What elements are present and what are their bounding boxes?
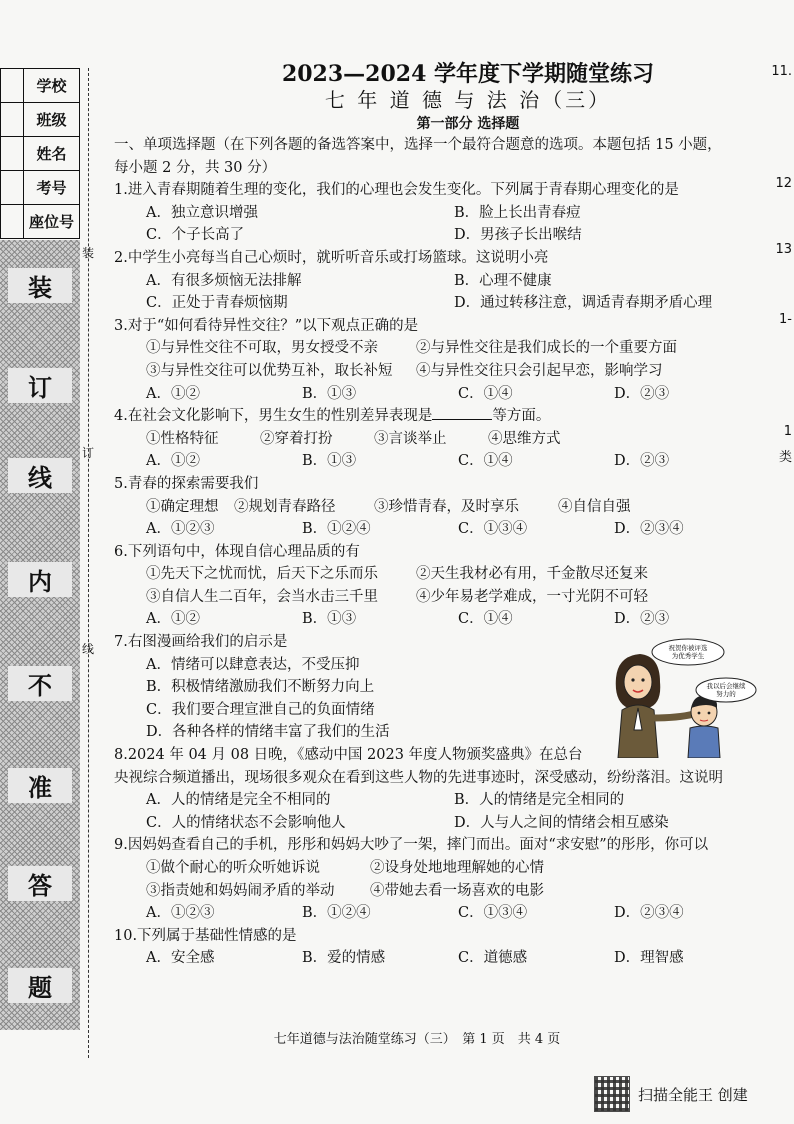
binding-char: 不 xyxy=(8,666,72,701)
binding-char: 内 xyxy=(8,562,72,597)
binding-char: 线 xyxy=(8,458,72,493)
option-a[interactable]: A．有很多烦恼无法排解 xyxy=(146,272,302,289)
seat-number-field[interactable] xyxy=(1,205,24,239)
name-label: 姓名 xyxy=(24,137,80,171)
option-d[interactable]: D．②③④ xyxy=(614,905,684,922)
statement: ④带她去看一场喜欢的电影 xyxy=(370,882,544,899)
option-d[interactable]: D．②③ xyxy=(614,453,670,470)
speech-bubble-student xyxy=(696,678,756,702)
question-stem: 3.对于“如何看待异性交往？”以下观点正确的是 xyxy=(114,317,419,334)
option-a[interactable]: A．独立意识增强 xyxy=(146,204,258,221)
scanner-label: 扫描全能王 创建 xyxy=(638,1085,748,1104)
option-d[interactable]: D．②③ xyxy=(614,611,670,628)
option-d[interactable]: D．男孩子长出喉结 xyxy=(454,227,582,244)
statement: ③与异性交往可以优势互补，取长补短 xyxy=(146,362,393,379)
option-c[interactable]: C．人的情绪状态不会影响他人 xyxy=(146,814,346,831)
binding-line xyxy=(88,68,89,1058)
option-d[interactable]: D．理智感 xyxy=(614,950,684,967)
statement: ①先天下之忧而忧，后天下之乐而乐 xyxy=(146,566,378,583)
question-4 xyxy=(114,405,782,473)
class-field[interactable] xyxy=(1,103,24,137)
option-b[interactable]: B．①③ xyxy=(302,453,357,470)
binding-char: 准 xyxy=(8,768,72,803)
option-b[interactable]: B．心理不健康 xyxy=(454,272,552,289)
statement: ④思维方式 xyxy=(488,430,561,447)
question-6 xyxy=(114,541,782,631)
question-stem: 7.右图漫画给我们的启示是 xyxy=(114,634,288,651)
option-c[interactable]: C．①④ xyxy=(458,611,513,628)
name-field[interactable] xyxy=(1,137,24,171)
statement: ②与异性交往是我们成长的一个重要方面 xyxy=(416,340,677,357)
option-d[interactable]: D．②③④ xyxy=(614,521,684,538)
page-subtitle: 七 年 道 德 与 法 治（三） xyxy=(324,88,612,112)
teacher-figure xyxy=(616,654,694,758)
statement: ①性格特征 xyxy=(146,430,219,447)
option-b[interactable]: B．①②④ xyxy=(302,521,371,538)
statement: ①与异性交往不可取，男女授受不亲 xyxy=(146,340,378,357)
seat-number-label: 座位号 xyxy=(24,205,80,239)
binding-char: 装 xyxy=(8,268,72,303)
binding-mark: 线 xyxy=(82,642,95,656)
binding-char: 订 xyxy=(8,368,72,403)
binding-mark: 装 xyxy=(82,246,95,260)
bubble-text: 祝贺你被评选为优秀学生 xyxy=(668,644,708,660)
binding-char: 题 xyxy=(8,968,72,1003)
option-c[interactable]: C．个子长高了 xyxy=(146,227,245,244)
option-a[interactable]: A．①②③ xyxy=(146,521,215,538)
right-edge-fragment: 13 xyxy=(775,242,792,257)
question-stem xyxy=(114,405,782,428)
question-10 xyxy=(114,925,782,970)
right-edge-fragment: 1 xyxy=(783,424,792,439)
statement: ③珍惜青春，及时享乐 xyxy=(374,498,519,515)
statement: ①确定理想 xyxy=(146,498,219,515)
option-b[interactable]: B．①②④ xyxy=(302,905,371,922)
statement: ②天生我材必有用，千金散尽还复来 xyxy=(416,566,648,583)
question-stem: 2.中学生小亮每当自己心烦时，就听听音乐或打场篮球。这说明小亮 xyxy=(114,249,549,266)
scanner-watermark xyxy=(594,1076,748,1112)
option-a[interactable]: A．①② xyxy=(146,453,200,470)
option-b[interactable]: B．积极情绪激励我们不断努力向上 xyxy=(146,679,375,696)
part-heading: 第一部分 选择题 xyxy=(416,116,520,132)
option-c[interactable]: C．①④ xyxy=(458,453,513,470)
student-info-table xyxy=(0,68,80,239)
question-5 xyxy=(114,473,782,541)
statement: ②规划青春路径 xyxy=(234,498,336,515)
exam-number-label: 考号 xyxy=(24,171,80,205)
statement: ④自信自强 xyxy=(558,498,631,515)
option-a[interactable]: A．安全感 xyxy=(146,950,215,967)
question-9 xyxy=(114,834,782,924)
option-a[interactable]: A．情绪可以肆意表达，不受压抑 xyxy=(146,656,360,673)
question-3 xyxy=(114,315,782,405)
question-stem: 8.2024 年 04 月 08 日晚，《感动中国 2023 年度人物颁奖盛典》在总台 xyxy=(114,747,583,764)
exam-number-field[interactable] xyxy=(1,171,24,205)
option-c[interactable]: C．道德感 xyxy=(458,950,528,967)
right-edge-fragment: 1- xyxy=(779,312,792,327)
question-1 xyxy=(114,179,782,247)
statement: ④与异性交往只会引起早恋，影响学习 xyxy=(416,362,663,379)
qr-code-icon xyxy=(594,1076,630,1112)
question-2 xyxy=(114,247,782,315)
q7-cartoon-image xyxy=(608,638,788,758)
option-a[interactable]: A．人的情绪是完全不相同的 xyxy=(146,792,331,809)
option-a[interactable]: A．①② xyxy=(146,385,200,402)
statement: ③言谈举止 xyxy=(374,430,447,447)
student-figure xyxy=(688,696,720,758)
school-label: 学校 xyxy=(24,69,80,103)
page-footer: 七年道德与法治随堂练习（三） 第 1 页 共 4 页 xyxy=(273,1032,561,1047)
option-a[interactable]: A．①②③ xyxy=(146,905,215,922)
option-d[interactable]: D．人与人之间的情绪会相互感染 xyxy=(454,814,669,831)
option-c[interactable]: C．我们要合理宣泄自己的负面情绪 xyxy=(146,701,375,718)
exam-content xyxy=(114,60,782,970)
option-c[interactable]: C．①③④ xyxy=(458,905,528,922)
option-b[interactable]: B．脸上长出青春痘 xyxy=(454,204,581,221)
section-instructions xyxy=(114,134,782,179)
option-b[interactable]: B．爱的情感 xyxy=(302,950,386,967)
option-b[interactable]: B．①③ xyxy=(302,385,357,402)
question-stem: 6.下列语句中，体现自信心理品质的有 xyxy=(114,543,360,560)
question-stem: 10.下列属于基础性情感的是 xyxy=(114,927,297,944)
option-b[interactable]: B．人的情绪是完全相同的 xyxy=(454,792,625,809)
section-line: 一、单项选择题（在下列各题的备选答案中，选择一个最符合题意的选项。本题包括 15 小题， xyxy=(114,137,722,153)
school-field[interactable] xyxy=(1,69,24,103)
option-d[interactable]: D．各种各样的情绪丰富了我们的生活 xyxy=(146,724,390,741)
question-stem: 1.进入青春期随着生理的变化，我们的心理也会发生变化。下列属于青春期心理变化的是 xyxy=(114,182,679,199)
section-line: 每小题 2 分，共 30 分） xyxy=(114,159,277,176)
option-c[interactable]: C．①④ xyxy=(458,385,513,402)
class-label: 班级 xyxy=(24,103,80,137)
page-title: 2023—2024 学年度下学期随堂练习 xyxy=(281,61,655,87)
option-d[interactable]: D．②③ xyxy=(614,385,670,402)
binding-mark: 订 xyxy=(82,446,95,460)
binding-char: 答 xyxy=(8,866,72,901)
option-b[interactable]: B．①③ xyxy=(302,611,357,628)
right-edge-fragment: 11. xyxy=(771,64,792,79)
binding-strip xyxy=(0,0,95,1060)
question-stem: 央视综合频道播出，现场很多观众在看到这些人物的先进事迹时，深受感动，纷纷落泪。这说明 xyxy=(114,769,723,786)
stem-part: 4.在社会文化影响下，男生女生的性别差异表现是 xyxy=(114,408,433,425)
binding-hatch xyxy=(0,240,80,1030)
statement: ②设身处地地理解她的心情 xyxy=(370,860,544,876)
option-c[interactable]: C．①③④ xyxy=(458,521,528,538)
option-d[interactable]: D．通过转移注意，调适青春期矛盾心理 xyxy=(454,295,713,312)
statement: ③自信人生二百年，会当水击三千里 xyxy=(146,588,378,605)
bubble-text: 我以后会继续努力的 xyxy=(706,682,746,698)
stem-part: 等方面。 xyxy=(492,408,551,425)
statement: ②穿着打扮 xyxy=(260,430,333,447)
option-c[interactable]: C．正处于青春烦恼期 xyxy=(146,295,288,312)
speech-bubble-teacher xyxy=(652,639,724,665)
right-edge-fragment: 12 xyxy=(775,176,792,191)
question-stem: 5.青春的探索需要我们 xyxy=(114,475,259,492)
statement: ①做个耐心的听众听她诉说 xyxy=(146,860,320,876)
question-stem: 9.因妈妈查看自己的手机，彤彤和妈妈大吵了一架，摔门而出。面对“求安慰”的彤彤，你可以 xyxy=(114,837,709,854)
statement: ③指责她和妈妈闹矛盾的举动 xyxy=(146,882,335,899)
option-a[interactable]: A．①② xyxy=(146,611,200,628)
fill-blank xyxy=(432,419,492,420)
right-edge-fragment: 类 xyxy=(778,450,792,465)
statement: ④少年易老学难成，一寸光阴不可轻 xyxy=(416,588,648,605)
